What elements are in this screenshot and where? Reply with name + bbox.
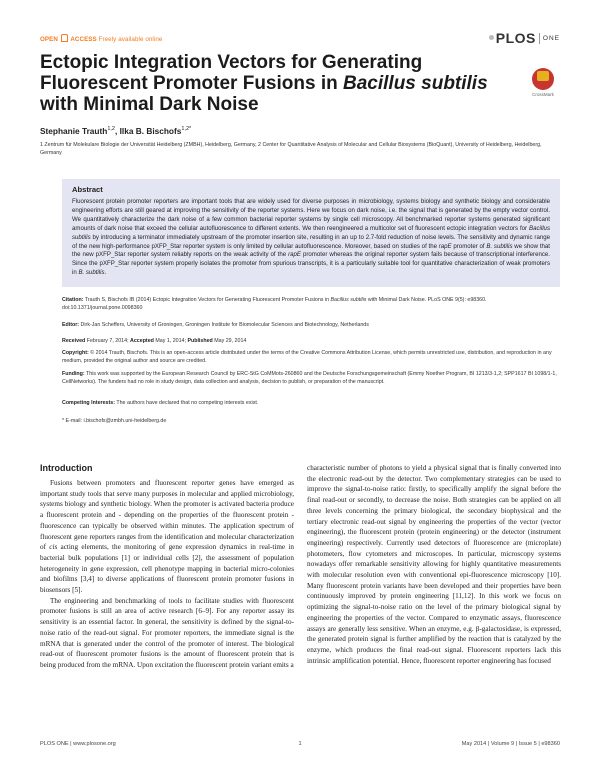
footer-issue: May 2014 | Volume 9 | Issue 5 | e98360 <box>461 741 560 747</box>
abstract-segment: Fluorescent protein promoter reporters are important tools that are widely used for diverse purposes in microbiology, systems biology and synthetic biology and considerable engineering efforts are still geared at improving the sensitivity of the reporter systems. Here we focus on dark noise, i.e. the signal that is generated by the empty vector control. We quantitatively characterize the dark noise of a few common bacterial reporter systems by single cell microscopy. All benchmarked reporter systems generated significant amounts of dark noise that exceed the cellular autofluorescence to different extents. We then reengineered a multicolor set of fluorescent ectopic integration vectors for <box>72 198 550 232</box>
abstract-heading: Abstract <box>72 185 103 194</box>
footer-journal[interactable]: PLOS ONE | www.plosone.org <box>40 741 116 747</box>
dates <box>62 338 560 346</box>
title-species: Bacillus subtilis <box>343 73 488 94</box>
plos-one-logo[interactable] <box>489 30 560 46</box>
abstract-italic: rapE <box>288 251 301 259</box>
abstract-segment: by introducing a terminator immediately upstream of the promoter insertion site, resulting in an up to 2.7-fold reduction of noise levels. The sensitivity and dynamic range of the new high-performance pXFP_Star reporter system is only limited by cellular autofluorescence. Moreover, based on studies of the <box>72 233 550 250</box>
logo-one: ONE <box>542 35 560 42</box>
abstract-segment: . <box>104 269 107 277</box>
title-part: Ectopic Integration Vectors for Generating Fluorescent Promoter Fusions in <box>40 52 423 94</box>
copyright-label: Copyright: <box>62 350 89 356</box>
accepted-date: May 1, 2014; <box>153 338 188 344</box>
author-separator: , <box>114 126 120 136</box>
crossmark-badge[interactable] <box>526 68 560 97</box>
intro-segment: Fusions between promoters and fluorescent reporter genes have emerged as important study tools that serve many purposes in molecular and applied microbiology, systems biology and synthetic biology. When the promoter is activated bacteria produce a fluorescent protein and - depending on the properties of the fluorescent protein - fluorescence can typically be observed within minutes. The application spectrum of fluorescent gene reporters ranges from the identification and molecular characterization of <box>40 479 294 552</box>
author-affil-marker: 1,2 <box>107 126 115 133</box>
copyright <box>62 350 560 366</box>
open-lock-icon <box>61 34 68 42</box>
intro-paragraph: characteristic number of photons to yield a physical signal that is finally converted into the electronic read-out by the detector. Two complementary strategies can be used to improve the signal-to-noise ratio: firstly, to specifically amplify the signal before the final read-out or secondly, to decrease the noise. Both strategies can be applied on all three levels concerning the primary biological, the secondary biophysical and the tertiary electronic read-out signal by engineering the properties of the vector (vector engineering), the fluorescent protein (protein engineering) or the detector (instrument engineering) respectively. Currently used detectors of fluorescence are (microplate) photometers, flow cytometers and microscopes. In particular, microscopy systems nowadays offer remarkable sensitivity allowing for highly quantitative measurements with molecular resolution even with conventional epi-fluorescence microscopy [10]. Many fluorescent protein variants have been developed and their properties have been continuously improved by protein engineering [11,12]. In this work we focus on optimizing the signal-to-noise ratio on the level of the primary biological signal by engineering the properties of the vector. Compared to enzymatic assays, fluorescence assays are generally less sensitive. When an enzyme, e.g. β-galactosidase, is expressed, the generated protein signal is further amplified by the reaction that is catalyzed by the enzyme, which produces the final read-out signal. Fluorescent reporters lack this intrinsic amplification potential. Hence, fluorescent reporter engineering has focused <box>307 464 561 665</box>
author-list <box>40 126 191 136</box>
citation <box>62 297 560 313</box>
title-part: with Minimal Dark Noise <box>40 94 259 115</box>
received-label: Received <box>62 338 86 344</box>
abstract-italic: Bacillus subtilis <box>72 224 550 241</box>
access-label: ACCESS <box>70 36 97 43</box>
competing-text: The authors have declared that no competing interests exist. <box>114 400 259 406</box>
author-name[interactable]: Stephanie Trauth <box>40 126 108 136</box>
open-access-banner[interactable] <box>40 34 162 43</box>
funding-label: Funding: <box>62 371 85 377</box>
article-title <box>40 52 510 115</box>
intro-segment: acting elements, the monitoring of gene expression dynamics in real-time in bacterial bulk populations [1] or individual cells [2], the assessment of population heterogeneity in gene expression, cell phenotype mapping in bacterial micro-colonies and biofilms [3,4] to diverse applications of fluorescent protein promoter fusions in biosensors [5]. <box>40 543 294 595</box>
editor <box>62 322 560 330</box>
funding <box>62 371 560 387</box>
competing-interests <box>62 400 560 408</box>
abstract-italic: B. subtilis <box>486 242 513 250</box>
freely-available-label: Freely available online <box>98 36 163 43</box>
accepted-label: Accepted <box>130 338 154 344</box>
citation-label: Citation: <box>62 297 84 303</box>
citation-text: Trauth S, Bischofs IB (2014) Ectopic Integration Vectors for Generating Fluorescent Promoter Fusions in <box>83 297 331 303</box>
copyright-text: © 2014 Trauth, Bischofs. This is an open-access article distributed under the terms of the Creative Commons Attribution License, which permits unrestricted use, distribution, and reproduction in any medium, provided the original author and source are credited. <box>62 350 552 364</box>
abstract-text <box>72 198 550 278</box>
editor-text: Dirk-Jan Scheffers, University of Groningen, Groningen Institute for Biomolecular Sciences and Biotechnology, Netherlands <box>79 322 369 328</box>
introduction-heading: Introduction <box>40 463 93 473</box>
citation-italic: Bacillus subtilis <box>330 297 367 303</box>
crossmark-label: CrossMark <box>532 92 554 97</box>
received-date: February 7, 2014; <box>85 338 131 344</box>
right-column <box>307 463 561 666</box>
author-affil-marker: 1,2* <box>181 126 192 133</box>
intro-italic: cis <box>49 543 58 552</box>
crossmark-icon <box>532 68 554 90</box>
abstract-segment: promoter of <box>451 242 487 250</box>
open-label: OPEN <box>40 36 58 43</box>
intro-paragraph <box>40 478 294 596</box>
author-name[interactable]: Ilka B. Bischofs <box>119 126 182 136</box>
published-date: May 29, 2014 <box>212 338 247 344</box>
email[interactable]: * E-mail: i.bischofs@zmbh.uni-heidelberg.de <box>62 418 167 424</box>
left-column <box>40 478 294 671</box>
abstract-segment: promoter whereas the original reporter system fails because of transcriptional interference. Since the pXFP_Star reporter system properly isolates the promoter from spurious transcripts, it is a particularly suitable tool for quantitative characterization of weak promoters in <box>72 251 550 277</box>
logo-dot-icon <box>489 35 494 40</box>
intro-paragraph: The engineering and benchmarking of tools to facilitate studies with fluorescent promoter fusions is still an area of active research [6–9]. For any reporter assay its sensitivity is an essential factor. In general, the sensitivity is defined by the signal-to-noise ratio of the read-out signal. For promoter reporters, the immediate signal is the mRNA that is generated under the control of the promoter of interest. The biological read-out of fluorescent promoter fusions is the amount of fluorescent protein that is being produced from the mRNA. Upon excitation the fluorescent protein variant emits a <box>40 596 294 669</box>
competing-label: Competing Interests: <box>62 400 115 406</box>
abstract-italic: B. subtilis <box>78 269 105 277</box>
page-number: 1 <box>298 741 302 747</box>
editor-label: Editor: <box>62 322 80 328</box>
logo-divider <box>539 33 540 44</box>
page-footer <box>40 741 560 751</box>
published-label: Published <box>187 338 213 344</box>
abstract-italic: rapE <box>438 242 452 250</box>
abstract-box <box>62 179 560 287</box>
citation-text[interactable]: with Minimal Dark Noise. PLoS ONE 9(5): e98360. doi:10.1371/journal.pone.0098360 <box>62 297 487 311</box>
abstract-segment: we show that the new pXFP_Star reporter system reliably reports on the weak activity of the <box>72 242 550 259</box>
journal-header <box>40 30 560 50</box>
affiliations: 1 Zentrum für Molekulare Biologie der Universität Heidelberg (ZMBH), Heidelberg, Germany, 2 Center for Quantitative Analysis of Molecular and Cellular Biosystems (BioQuant), University of Heidelberg, Heidelberg, Germany <box>40 142 542 156</box>
funding-text: This work was supported by the European Research Council by ERC-StG CoMMots-260860 and the Deutsche Forschungsgemeinschaft (Emmy Noether Program, BI 1213/3-1,2; SPP1617 BI 1098/1-1, CellNetworks). The funders had no role in study design, data collection and analysis, decision to publish, or preparation of the manuscript. <box>62 371 557 385</box>
logo-plos: PLOS <box>495 30 536 46</box>
